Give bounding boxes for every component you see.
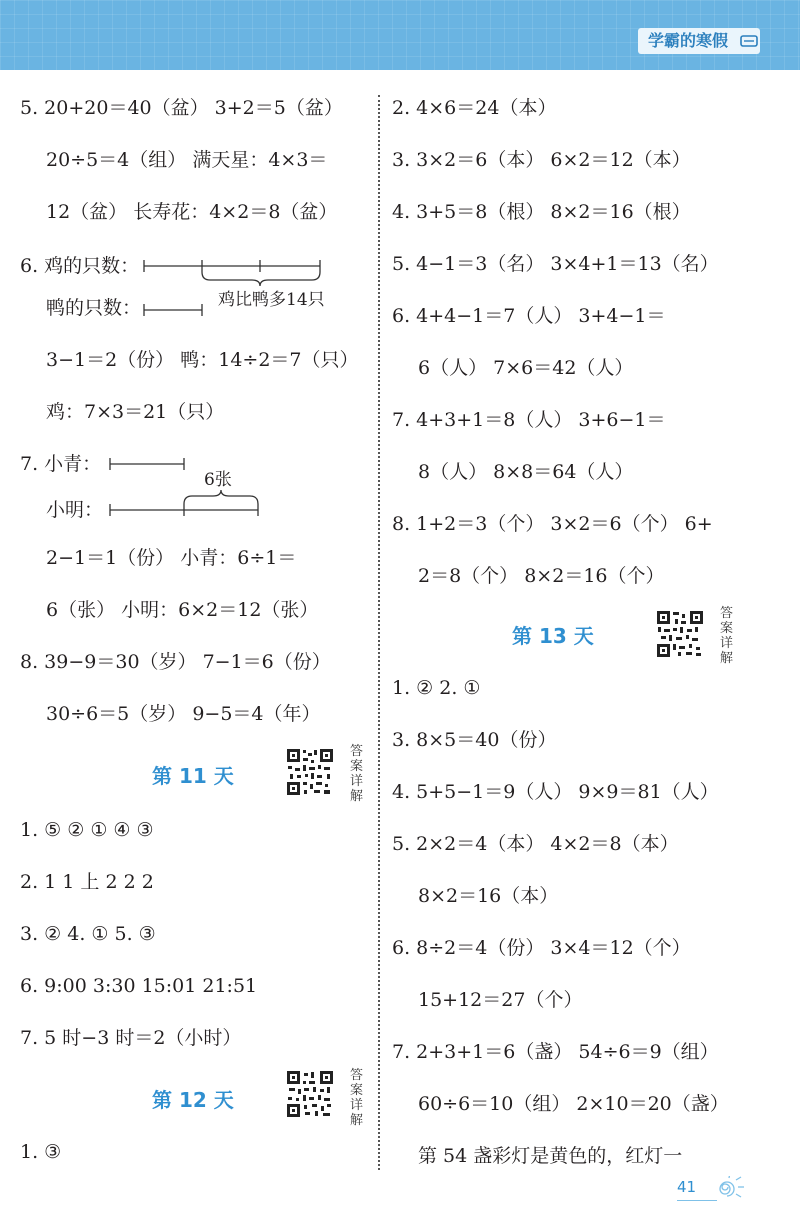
answer-line: 30÷6＝5（岁） 9−5＝4（年） xyxy=(46,703,321,725)
diagram-label-ming: 小明： xyxy=(46,499,104,521)
diagram-label-chicken: 6. 鸡的只数： xyxy=(20,255,140,277)
answer-line: 2. 1 1 上 2 2 2 xyxy=(20,871,154,893)
answer-line: 4. 5+5−1＝9（人） 9×9＝81（人） xyxy=(392,781,719,803)
answer-line: 5. 2×2＝4（本） 4×2＝8（本） xyxy=(392,833,679,855)
answer-line: 鸡：7×3＝21（只） xyxy=(46,401,225,423)
qr-code-icon[interactable] xyxy=(286,748,334,796)
answer-line: 7. 5 时−3 时＝2（小时） xyxy=(20,1027,242,1049)
answer-line: 20÷5＝4（组） 满天星：4×3＝ xyxy=(46,149,328,171)
answer-line: 3. ② 4. ① 5. ③ xyxy=(20,923,156,945)
book-title: 学霸的寒假 xyxy=(638,28,738,54)
qr-caption: 答案详解 xyxy=(720,606,734,666)
book-icon xyxy=(738,28,760,54)
segment-diagram-q7 xyxy=(106,450,266,520)
answer-line: 3−1＝2（份） 鸭：14÷2＝7（只） xyxy=(46,349,359,371)
page-number: 41 xyxy=(677,1178,697,1196)
answer-line: 1. ⑤ ② ① ④ ③ xyxy=(20,819,154,841)
answer-line: 7. 4+3+1＝8（人） 3+6−1＝ xyxy=(392,409,666,431)
diagram-note-q7: 6张 xyxy=(204,470,232,490)
answer-line: 15+12＝27（个） xyxy=(418,989,583,1011)
answer-line: 7. 2+3+1＝6（盏） 54÷6＝9（组） xyxy=(392,1041,719,1063)
diagram-label-duck: 鸭的只数： xyxy=(46,297,142,319)
answer-line: 6（张） 小明：6×2＝12（张） xyxy=(46,599,319,621)
qr-code-icon[interactable] xyxy=(656,610,704,658)
answer-line: 8. 1+2＝3（个） 3×2＝6（个） 6+ xyxy=(392,513,713,535)
qr-caption: 答案详解 xyxy=(350,1068,364,1128)
answer-line: 3. 3×2＝6（本） 6×2＝12（本） xyxy=(392,149,691,171)
diagram-note-q6: 鸡比鸭多14只 xyxy=(218,290,325,310)
column-divider xyxy=(378,95,380,1170)
page-number-underline xyxy=(677,1200,717,1201)
answer-line: 8. 39−9＝30（岁） 7−1＝6（份） xyxy=(20,651,331,673)
sun-swirl-icon xyxy=(708,1176,748,1198)
answer-line: 2. 4×6＝24（本） xyxy=(392,97,557,119)
answer-line: 3. 8×5＝40（份） xyxy=(392,729,557,751)
answer-line: 8×2＝16（本） xyxy=(418,885,559,907)
answer-line: 1. ③ xyxy=(20,1141,62,1163)
day-11-title: 第 11 天 xyxy=(152,764,234,788)
answer-line: 2＝8（个） 8×2＝16（个） xyxy=(418,565,665,587)
answer-line: 2−1＝1（份） 小青：6÷1＝ xyxy=(46,547,297,569)
diagram-label-qing: 7. 小青： xyxy=(20,453,102,475)
answer-line: 5. 20+20＝40（盆） 3+2＝5（盆） xyxy=(20,97,343,119)
day-13-title: 第 13 天 xyxy=(512,624,594,648)
answer-line: 60÷6＝10（组） 2×10＝20（盏） xyxy=(418,1093,729,1115)
answer-line: 4. 3+5＝8（根） 8×2＝16（根） xyxy=(392,201,691,223)
answer-line: 6. 9:00 3:30 15:01 21:51 xyxy=(20,975,258,997)
qr-code-icon[interactable] xyxy=(286,1070,334,1118)
day-12-title: 第 12 天 xyxy=(152,1088,234,1112)
qr-caption: 答案详解 xyxy=(350,744,364,804)
answer-line: 第 54 盏彩灯是黄色的，红灯一 xyxy=(418,1145,683,1167)
answer-line: 1. ② 2. ① xyxy=(392,677,481,699)
answer-line: 6（人） 7×6＝42（人） xyxy=(418,357,634,379)
answer-line: 5. 4−1＝3（名） 3×4+1＝13（名） xyxy=(392,253,719,275)
header-banner xyxy=(0,0,800,70)
answer-line: 8（人） 8×8＝64（人） xyxy=(418,461,634,483)
answer-line: 6. 8÷2＝4（份） 3×4＝12（个） xyxy=(392,937,691,959)
answer-line: 12（盆） 长寿花：4×2＝8（盆） xyxy=(46,201,338,223)
answer-line: 6. 4+4−1＝7（人） 3+4−1＝ xyxy=(392,305,666,327)
